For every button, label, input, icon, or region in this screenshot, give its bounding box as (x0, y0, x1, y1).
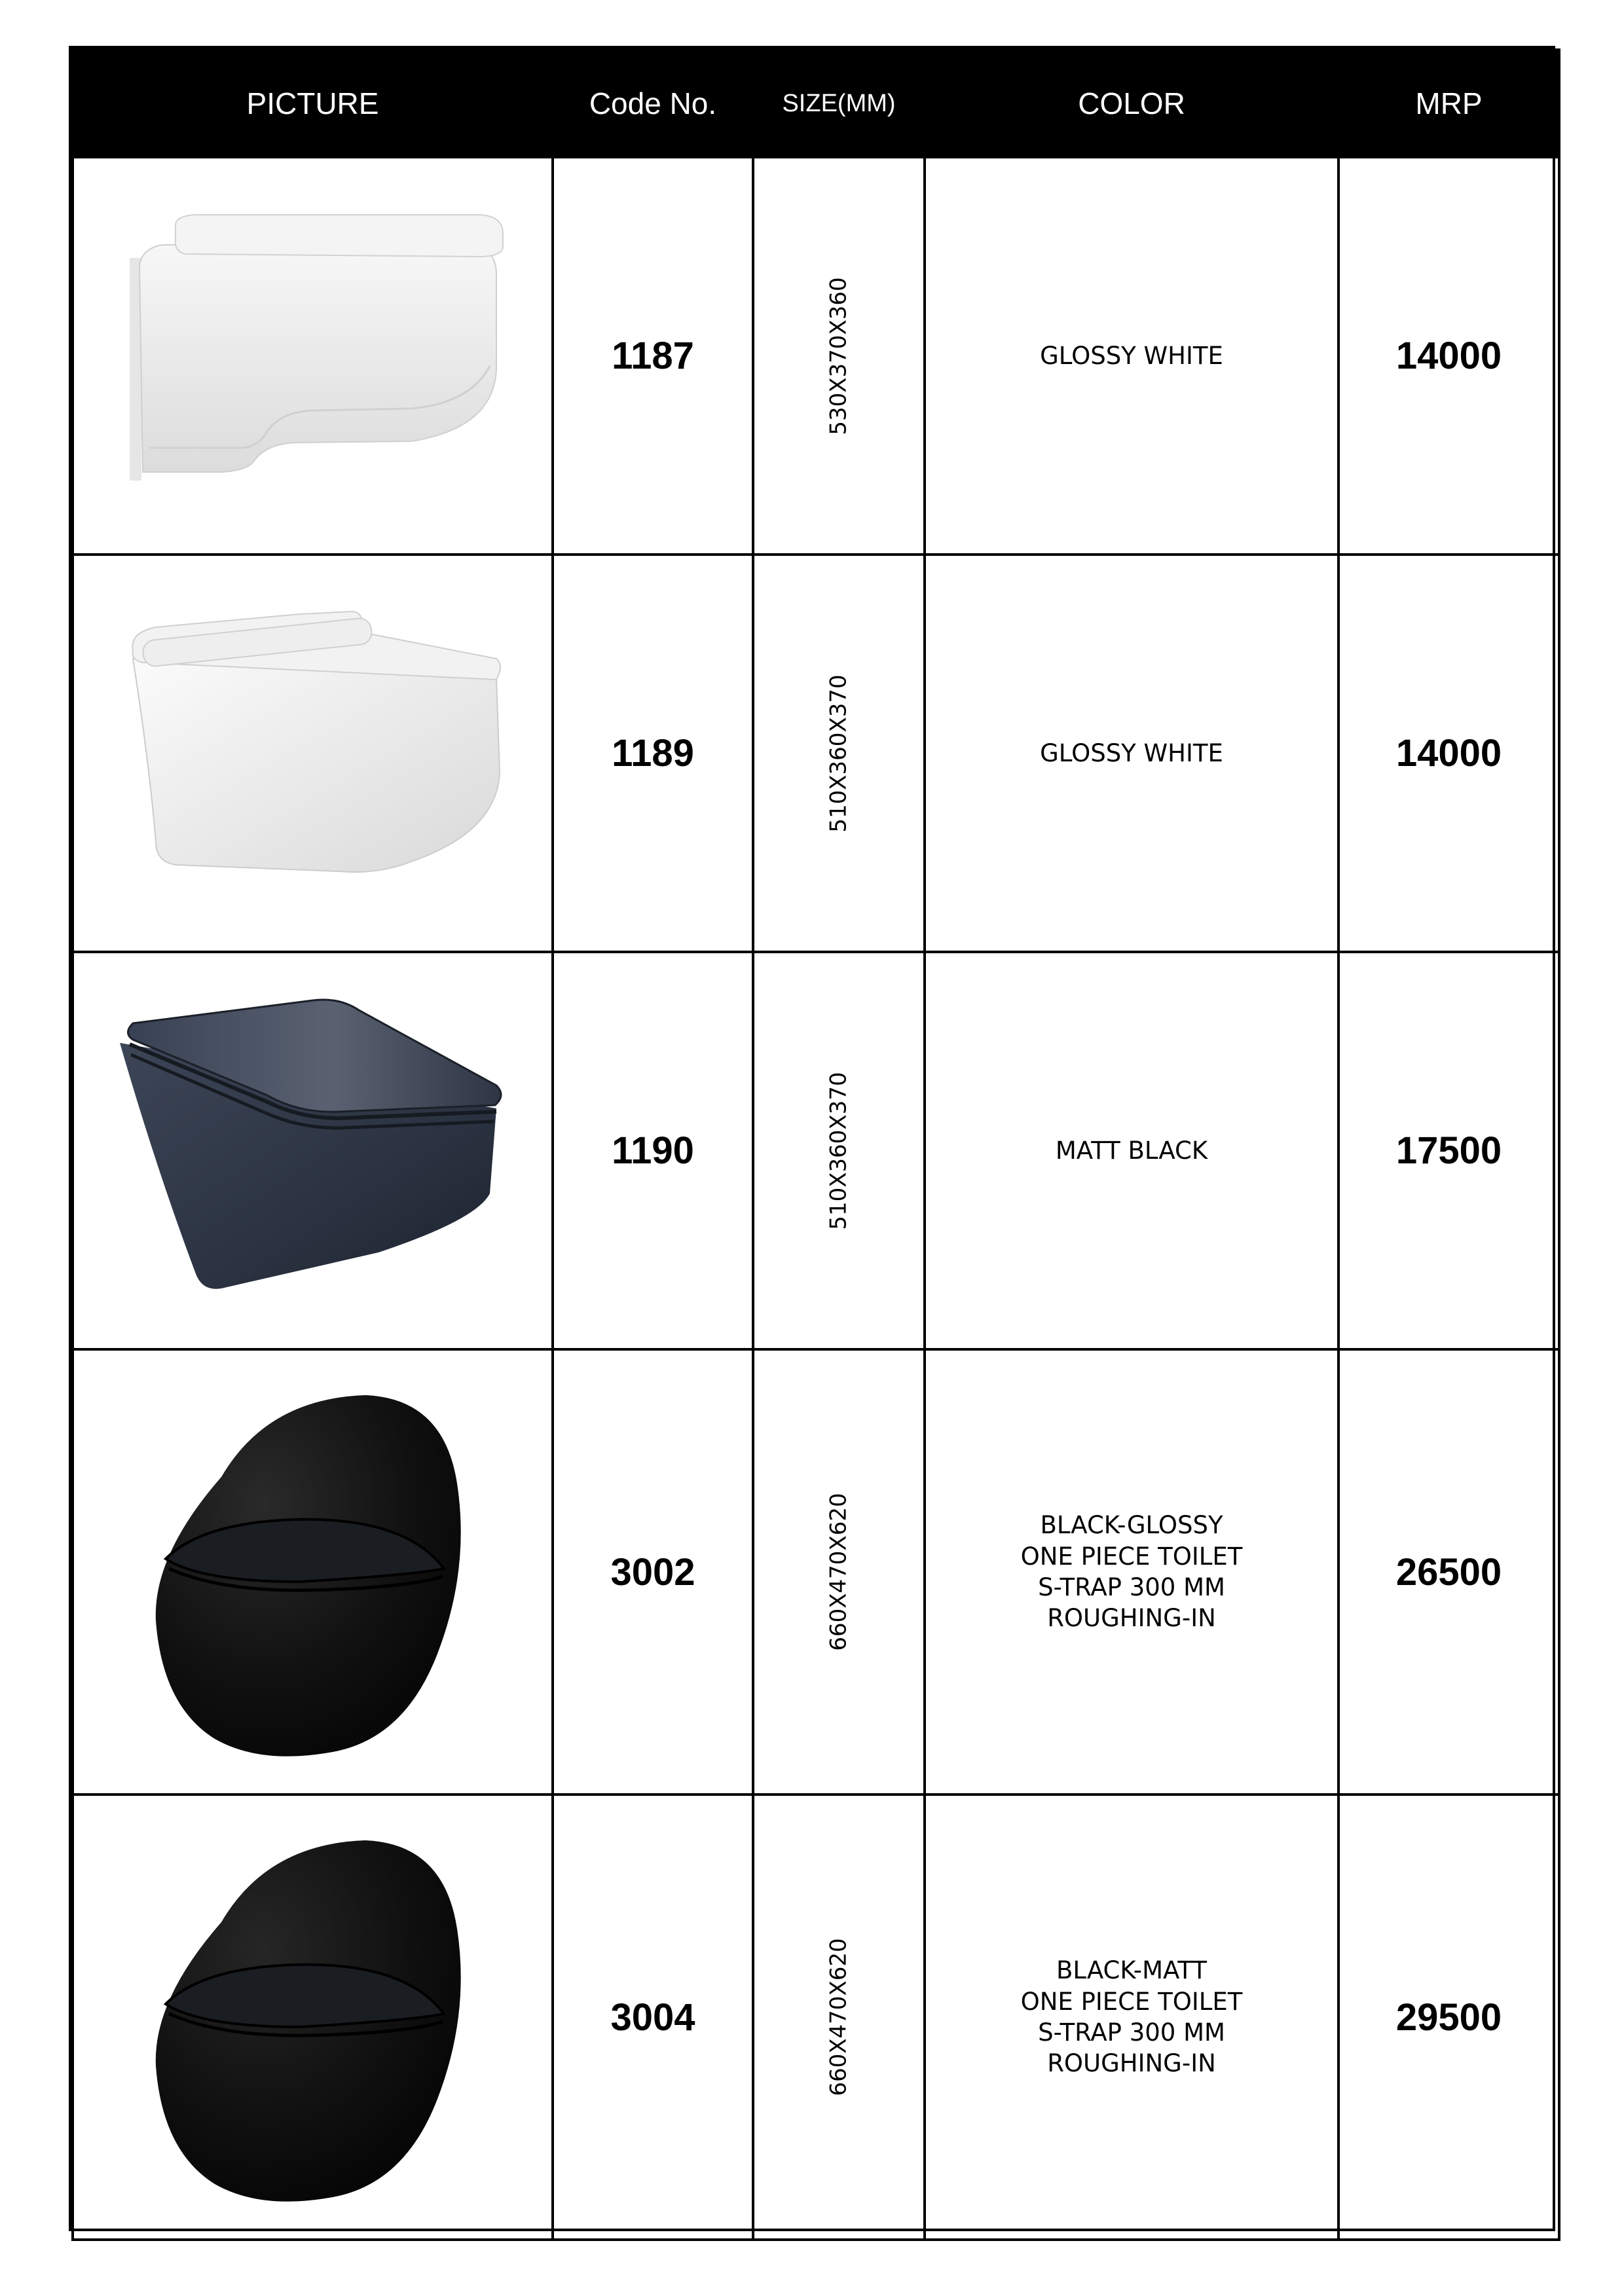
table-row (73, 952, 1559, 1349)
header-color: COLOR (925, 50, 1338, 157)
product-mrp: 17500 (1338, 952, 1559, 1349)
white-wall-hung-toilet-rounded-image (103, 212, 523, 500)
table-row (73, 1349, 1559, 1795)
black-glossy-egg-toilet-image (130, 1372, 496, 1772)
product-picture-cell (73, 157, 553, 555)
product-picture-cell (73, 952, 553, 1349)
product-size-cell (753, 1795, 925, 2240)
product-mrp: 26500 (1338, 1349, 1559, 1795)
product-size: 660X470X620 (826, 1938, 852, 2096)
table-row (73, 555, 1559, 952)
product-color: GLOSSY WHITE (925, 555, 1338, 952)
product-mrp: 29500 (1338, 1795, 1559, 2240)
table-row (73, 157, 1559, 555)
price-list-sheet (69, 46, 1555, 2231)
product-size-cell (753, 1349, 925, 1795)
product-code: 1187 (553, 157, 753, 555)
header-size: SIZE(MM) (753, 50, 925, 157)
product-size-cell (753, 952, 925, 1349)
matt-black-wall-hung-toilet-square-image (103, 997, 523, 1305)
white-wall-hung-toilet-square-image (103, 606, 523, 901)
product-size-cell (753, 555, 925, 952)
product-picture-cell (73, 1795, 553, 2240)
product-code: 3004 (553, 1795, 753, 2240)
black-matt-egg-toilet-image (130, 1817, 496, 2217)
header-code: Code No. (553, 50, 753, 157)
product-code: 1189 (553, 555, 753, 952)
product-color: BLACK-GLOSSY ONE PIECE TOILET S-TRAP 300 MM ROUGHING-IN (925, 1349, 1338, 1795)
product-size-cell (753, 157, 925, 555)
product-size: 510X360X370 (826, 1071, 852, 1230)
product-picture-cell (73, 1349, 553, 1795)
header-picture: PICTURE (73, 50, 553, 157)
product-color: GLOSSY WHITE (925, 157, 1338, 555)
product-color: BLACK-MATT ONE PIECE TOILET S-TRAP 300 MM ROUGHING-IN (925, 1795, 1338, 2240)
product-size: 510X360X370 (826, 674, 852, 833)
product-picture-cell (73, 555, 553, 952)
product-mrp: 14000 (1338, 555, 1559, 952)
table-header-row (73, 50, 1559, 157)
product-code: 1190 (553, 952, 753, 1349)
table-row (73, 1795, 1559, 2240)
product-table (71, 48, 1560, 2241)
product-size: 660X470X620 (826, 1493, 852, 1651)
product-code: 3002 (553, 1349, 753, 1795)
header-mrp: MRP (1338, 50, 1559, 157)
product-mrp: 14000 (1338, 157, 1559, 555)
product-color: MATT BLACK (925, 952, 1338, 1349)
product-size: 530X370X360 (826, 276, 852, 435)
